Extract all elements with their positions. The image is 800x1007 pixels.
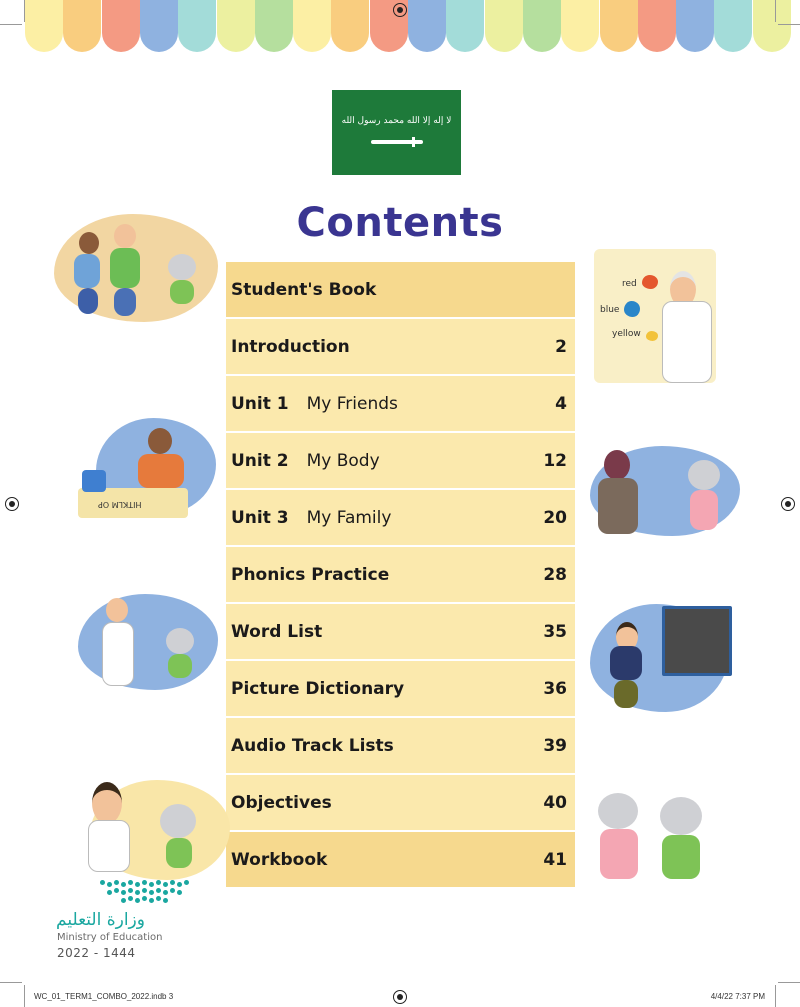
illustration-boy-and-cat [78, 594, 218, 694]
logo-dot [163, 882, 168, 887]
contents-page-number: 35 [543, 621, 567, 642]
contents-page-number: 41 [543, 849, 567, 870]
logo-dot [121, 890, 126, 895]
illustration-woman-and-cat [590, 446, 740, 538]
logo-dot [100, 880, 105, 885]
logo-dot [163, 898, 168, 903]
contents-subtitle: My Body [306, 450, 380, 471]
contents-label: Word List [231, 621, 323, 642]
scallop [178, 0, 216, 52]
illustration-boy-drawing [78, 418, 216, 520]
logo-dot [121, 882, 126, 887]
scallop [408, 0, 446, 52]
scallop [63, 0, 101, 52]
logo-dot [149, 882, 154, 887]
scallop [140, 0, 178, 52]
logo-dot [107, 882, 112, 887]
logo-dot [114, 888, 119, 893]
scallop [714, 0, 752, 52]
logo-dot [135, 882, 140, 887]
footer-file-name: WC_01_TERM1_COMBO_2022.indb 3 [34, 992, 174, 1001]
logo-dot [128, 880, 133, 885]
ministry-name-english: Ministry of Education [57, 932, 163, 943]
illustration-two-cats [588, 785, 730, 893]
contents-row [226, 376, 575, 431]
contents-label: Unit 1 [231, 393, 289, 414]
crop-mark [24, 985, 25, 1007]
contents-label: Audio Track Lists [231, 735, 394, 756]
contents-label: Picture Dictionary [231, 678, 405, 699]
contents-page-number: 20 [543, 507, 567, 528]
logo-dot [177, 882, 182, 887]
contents-row [226, 433, 575, 488]
contents-page-number: 4 [555, 393, 567, 414]
illustration-boy-blackboard [590, 600, 730, 714]
contents-table [226, 262, 575, 889]
illustration-boys-and-cat [54, 214, 218, 322]
contents-page-number: 28 [543, 564, 567, 585]
logo-dot [170, 888, 175, 893]
saudi-flag [332, 90, 461, 175]
scallop [446, 0, 484, 52]
crop-mark [778, 24, 800, 25]
contents-row [226, 832, 575, 887]
logo-dot [163, 890, 168, 895]
logo-dot [135, 890, 140, 895]
contents-row [226, 490, 575, 545]
footer-date: 4/4/22 7:37 PM [710, 992, 765, 1001]
logo-dot [128, 896, 133, 901]
edition-year: 2022 - 1444 [57, 946, 136, 960]
logo-dot [177, 890, 182, 895]
scallop [561, 0, 599, 52]
scallop [485, 0, 523, 52]
logo-dot [156, 896, 161, 901]
scallop [102, 0, 140, 52]
scallop [753, 0, 791, 52]
scallop [293, 0, 331, 52]
logo-dot [121, 898, 126, 903]
registration-mark-icon [5, 497, 19, 511]
scallop [676, 0, 714, 52]
logo-dot [184, 880, 189, 885]
contents-row [226, 604, 575, 659]
contents-subtitle: My Friends [306, 393, 398, 414]
logo-dot [142, 880, 147, 885]
contents-label: Phonics Practice [231, 564, 390, 585]
crop-mark [0, 982, 22, 983]
scallop [638, 0, 676, 52]
scallop [255, 0, 293, 52]
paper-text: HITKLM OP [98, 500, 142, 509]
logo-dot [149, 890, 154, 895]
logo-dot [156, 880, 161, 885]
contents-row [226, 319, 575, 374]
contents-page-number: 36 [543, 678, 567, 699]
scallop [331, 0, 369, 52]
logo-dot [142, 896, 147, 901]
contents-label: Unit 3 [231, 507, 289, 528]
illustration-boy-with-cat [80, 774, 230, 886]
ministry-logo-icon [100, 880, 190, 908]
logo-dot [156, 888, 161, 893]
contents-label: Unit 2 [231, 450, 289, 471]
contents-row [226, 775, 575, 830]
scallop [523, 0, 561, 52]
board-word-red: red [622, 279, 637, 289]
scallop [25, 0, 63, 52]
crop-mark [24, 0, 25, 22]
contents-page-number: 12 [543, 450, 567, 471]
illustration-teacher-board [594, 249, 719, 386]
board-word-blue: blue [600, 305, 620, 315]
registration-mark-icon [393, 990, 407, 1004]
contents-label: Workbook [231, 849, 328, 870]
logo-dot [128, 888, 133, 893]
registration-mark-icon [393, 3, 407, 17]
logo-dot [107, 890, 112, 895]
crop-mark [778, 982, 800, 983]
page-title: Contents [296, 200, 504, 246]
crop-mark [775, 0, 776, 22]
logo-dot [142, 888, 147, 893]
contents-row [226, 547, 575, 602]
contents-label: Introduction [231, 336, 350, 357]
contents-subtitle: My Family [306, 507, 392, 528]
logo-dot [114, 880, 119, 885]
ministry-name-arabic: وزارة التعليم [56, 910, 145, 930]
logo-dot [149, 898, 154, 903]
crop-mark [0, 24, 22, 25]
contents-row [226, 262, 575, 317]
flag-script: لا إله إلا الله محمد رسول الله [341, 115, 452, 126]
contents-row [226, 718, 575, 773]
registration-mark-icon [781, 497, 795, 511]
board-word-yellow: yellow [612, 329, 641, 339]
contents-page-number: 40 [543, 792, 567, 813]
crop-mark [775, 985, 776, 1007]
contents-page-number: 39 [543, 735, 567, 756]
logo-dot [135, 898, 140, 903]
contents-row [226, 661, 575, 716]
sword-icon [371, 140, 423, 144]
logo-dot [170, 880, 175, 885]
contents-label: Student's Book [231, 279, 377, 300]
contents-page-number: 2 [555, 336, 567, 357]
scallop [217, 0, 255, 52]
scallop-border [25, 0, 790, 56]
contents-label: Objectives [231, 792, 332, 813]
scallop [600, 0, 638, 52]
